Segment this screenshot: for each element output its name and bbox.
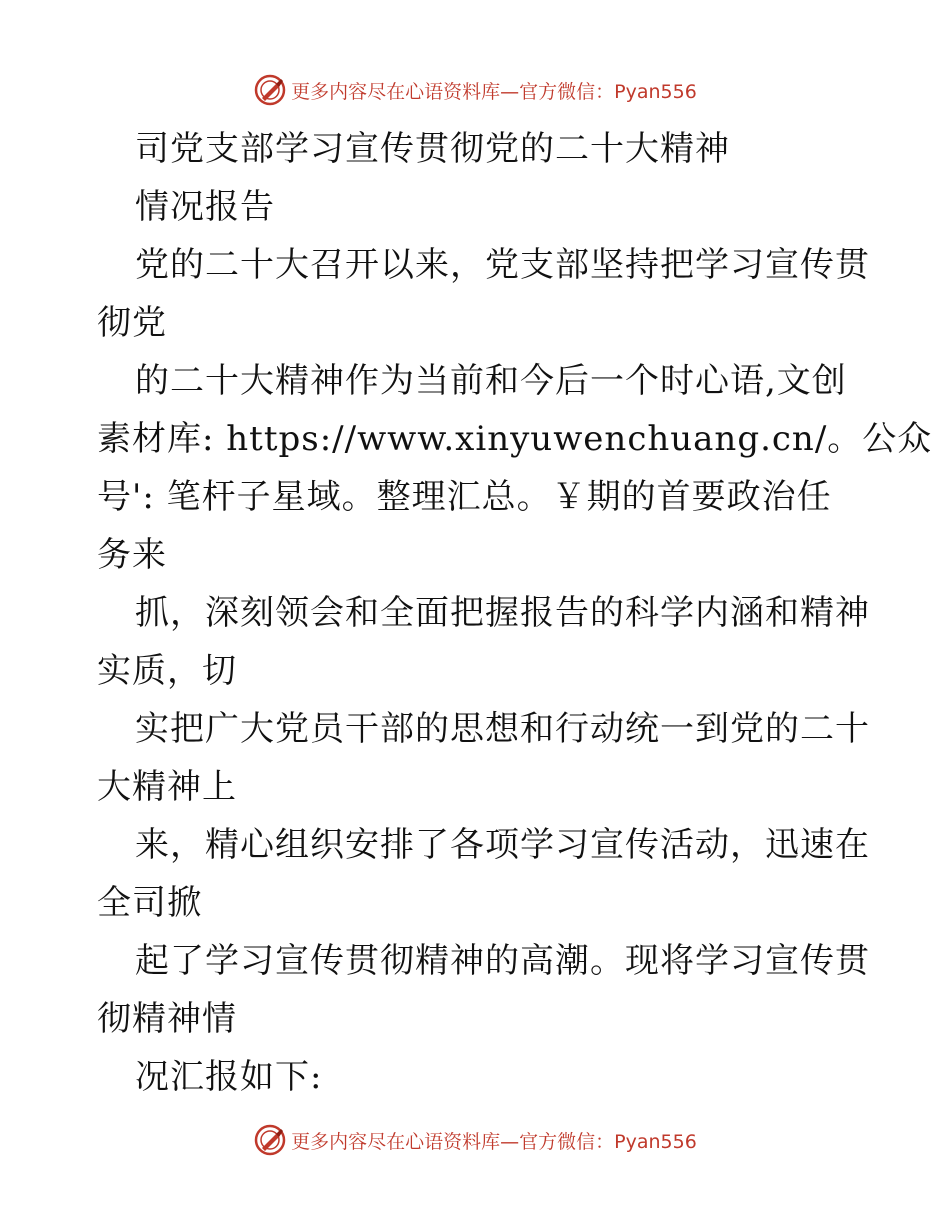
paragraph-line: 实把广大党员干部的思想和行动统一到党的二十	[135, 709, 870, 749]
pen-logo-icon	[253, 1123, 287, 1157]
paragraph-line: 的二十大精神作为当前和今后一个时心语,文创	[135, 361, 847, 401]
paragraph-line: 抓，深刻领会和全面把握报告的科学内涵和精神	[135, 593, 870, 633]
paragraph-line: 来，精心组织安排了各项学习宣传活动，迅速在	[135, 825, 870, 865]
doc-title-line-2: 情况报告	[135, 187, 275, 227]
header-watermark	[0, 70, 950, 110]
paragraph-line: 起了学习宣传贯彻精神的高潮。现将学习宣传贯	[135, 941, 870, 981]
header-watermark-text: 更多内容尽在心语资料库—官方微信：Pyan556	[291, 80, 697, 103]
document-body	[97, 120, 933, 1106]
paragraph-line: 素材库: https://www.xinyuwenchuang.cn/。公众	[97, 419, 933, 459]
paragraph-line: 务来	[97, 535, 167, 575]
paragraph-line: 彻精神情	[97, 999, 237, 1039]
paragraph-line: 大精神上	[97, 767, 237, 807]
footer-watermark-text: 更多内容尽在心语资料库—官方微信：Pyan556	[291, 1130, 697, 1153]
pen-logo-icon	[253, 73, 287, 107]
paragraph-line: 况汇报如下:	[135, 1057, 323, 1097]
doc-title-line-1: 司党支部学习宣传贯彻党的二十大精神	[135, 129, 730, 169]
paragraph-line: 彻党	[97, 303, 167, 343]
paragraph-line: 全司掀	[97, 883, 202, 923]
paragraph-line: 党的二十大召开以来，党支部坚持把学习宣传贯	[135, 245, 870, 285]
footer-watermark	[0, 1120, 950, 1160]
paragraph-line: 实质，切	[97, 651, 237, 691]
paragraph-line: 号': 笔杆子星域。整理汇总。￥期的首要政治任	[97, 477, 832, 517]
